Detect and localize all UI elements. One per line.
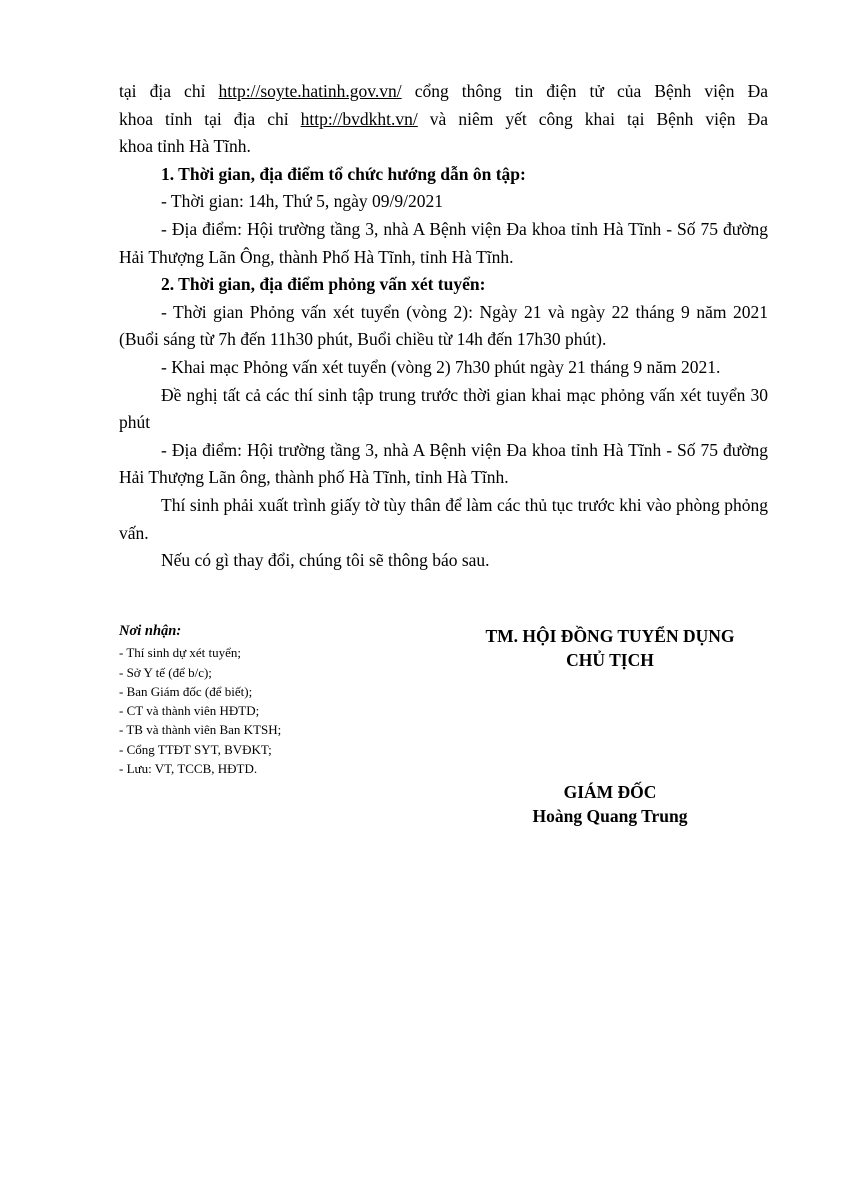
recipients-block (119, 622, 419, 778)
recipient-item: - Sở Y tế (để b/c); (119, 664, 212, 680)
recipient-item: - TB và thành viên Ban KTSH; (119, 722, 282, 738)
intro-line-3: khoa tỉnh Hà Tĩnh. (119, 136, 251, 157)
notice-body (119, 78, 768, 575)
recipient-item: - CT và thành viên HĐTD; (119, 703, 260, 719)
section-2-opening: - Khai mạc Phỏng vấn xét tuyển (vòng 2) 7h30 phút ngày 21 tháng 9 năm 2021. (161, 356, 721, 377)
section-2-request: Đề nghị tất cả các thí sinh tập trung trước thời gian khai mạc phỏng vấn xét tuyển 30 phút (119, 384, 768, 433)
intro-text: cổng thông tin điện tử của Bệnh viện Đa (401, 81, 768, 101)
recipient-item: - Lưu: VT, TCCB, HĐTD. (119, 761, 258, 777)
intro-line-1 (119, 78, 768, 106)
signature-space (452, 672, 768, 780)
signature-name: Hoàng Quang Trung (532, 806, 688, 826)
recipients-title: Nơi nhận: (119, 623, 182, 639)
intro-line-2 (119, 106, 768, 134)
bvdkht-link[interactable]: http://bvdkht.vn/ (300, 108, 418, 129)
recipient-item: - Cổng TTĐT SYT, BVĐKT; (119, 741, 272, 757)
recipient-item: - Ban Giám đốc (để biết); (119, 683, 253, 699)
recipient-item: - Thí sinh dự xét tuyển; (119, 645, 241, 661)
section-2-change-note: Nếu có gì thay đổi, chúng tôi sẽ thông báo sau. (161, 550, 490, 571)
signature-block (452, 624, 768, 828)
section-2-time: - Thời gian Phỏng vấn xét tuyển (vòng 2): Ngày 21 và ngày 22 tháng 9 năm 2021 (Buổi sáng từ 7h đến 11h30 phút, Buổi chiều từ 14h đến 17h30 phút). (119, 301, 768, 350)
intro-text: và niêm yết công khai tại Bệnh viện Đa (417, 108, 768, 129)
intro-text: khoa tỉnh tại địa chỉ (119, 108, 301, 129)
section-1-location: - Địa điểm: Hội trường tầng 3, nhà A Bệnh viện Đa khoa tỉnh Hà Tĩnh - Số 75 đường Hải Thượng Lãn Ông, thành Phố Hà Tĩnh, tỉnh Hà Tĩnh. (119, 218, 768, 267)
section-1-heading: 1. Thời gian, địa điểm tổ chức hướng dẫn ôn tập: (161, 163, 526, 184)
signature-org: TM. HỘI ĐỒNG TUYỂN DỤNG (485, 626, 735, 646)
signature-role: CHỦ TỊCH (566, 650, 654, 670)
section-1-time: - Thời gian: 14h, Thứ 5, ngày 09/9/2021 (161, 191, 444, 212)
intro-text: tại địa chỉ (119, 81, 219, 101)
soyte-link[interactable]: http://soyte.hatinh.gov.vn/ (218, 81, 402, 101)
section-2-heading: 2. Thời gian, địa điểm phỏng vấn xét tuyển: (161, 274, 486, 295)
signature-position: GIÁM ĐỐC (563, 782, 657, 802)
section-2-id-note: Thí sinh phải xuất trình giấy tờ tùy thân để làm các thủ tục trước khi vào phòng phỏng vấn. (119, 494, 768, 543)
section-2-location: - Địa điểm: Hội trường tầng 3, nhà A Bệnh viện Đa khoa tỉnh Hà Tĩnh - Số 75 đường Hải Thượng Lãn ông, thành phố Hà Tĩnh, tỉnh Hà Tĩnh. (119, 439, 768, 488)
